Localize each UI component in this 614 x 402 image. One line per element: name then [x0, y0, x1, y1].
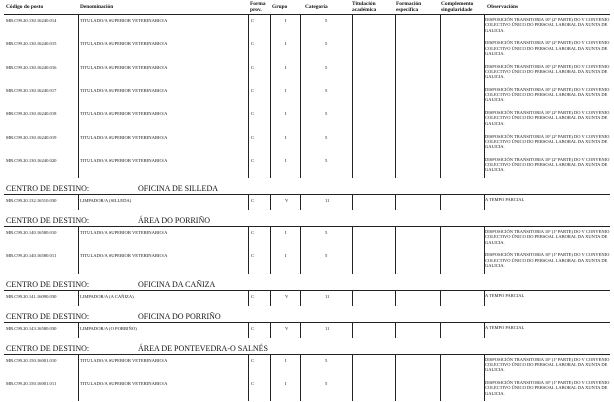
- table-row: [0, 250, 614, 273]
- table-row: [0, 323, 614, 338]
- grupo: I: [285, 230, 287, 236]
- table-row: [0, 132, 614, 155]
- post-code: MR.C99.20.140.16580.010: [6, 230, 57, 236]
- forma-prov: C: [251, 134, 255, 140]
- header-observaciones: Observacións: [487, 4, 519, 10]
- centre-label: CENTRO DE DESTINO:: [6, 184, 90, 194]
- post-name: TITULADO/A SUPERIOR VETERINARIO/A: [80, 357, 168, 363]
- post-name: LIMPADOR/A (O PORRIÑO): [80, 325, 137, 331]
- forma-prov: C: [251, 111, 255, 117]
- categoria: 11: [325, 325, 330, 331]
- post-code: MR.C99.20.141.16090.030: [6, 293, 57, 299]
- centre-name: OFICINA DO PORRIÑO: [138, 311, 221, 321]
- post-code: MR.C99.20.132.16510.030: [6, 198, 57, 204]
- post-code: MR.C99.20.130.16240.015: [6, 41, 57, 47]
- centre-label: CENTRO DE DESTINO:: [6, 311, 90, 321]
- post-name: TITULADO/A SUPERIOR VETERINARIO/A: [80, 18, 168, 23]
- grupo: I: [285, 134, 287, 140]
- categoria: 5: [325, 230, 328, 236]
- observaciones: DISPOSICIÓN TRANSITORIA 10ª (1ª PARTE) DO V CONVENIO COLECTIVO ÚNICO DO PERSOAL LABORAL DA XUNTA DE GALICIA.: [485, 356, 610, 373]
- categoria: 5: [325, 41, 328, 47]
- post-code: MR.C99.20.140.16580.011: [6, 253, 57, 259]
- categoria: 5: [325, 381, 328, 386]
- observaciones: A TEMPO PARCIAL: [485, 292, 525, 298]
- observaciones: A TEMPO PARCIAL: [485, 324, 525, 330]
- observaciones: DISPOSICIÓN TRANSITORIA 10ª (2ª PARTE) DO V CONVENIO COLECTIVO ÚNICO DO PERSOAL LABORAL DA XUNTA DE GALICIA.: [485, 63, 610, 80]
- forma-prov: C: [251, 157, 255, 163]
- forma-prov: C: [251, 381, 255, 386]
- observaciones: DISPOSICIÓN TRANSITORIA 10ª (1ª PARTE) DO V CONVENIO COLECTIVO ÚNICO DO PERSOAL LABORAL DA XUNTA DE GALICIA.: [485, 380, 610, 396]
- centre-name: ÁREA DE PONTEVEDRA-O SALNÉS: [138, 343, 268, 353]
- forma-prov: C: [251, 64, 255, 70]
- observaciones: DISPOSICIÓN TRANSITORIA 10ª (2ª PARTE) DO V CONVENIO COLECTIVO ÚNICO DO PERSOAL LABORAL DA XUNTA DE GALICIA.: [485, 156, 610, 173]
- categoria: 11: [325, 293, 330, 299]
- centre-name: ÁREA DO PORRIÑO: [138, 216, 211, 226]
- post-code: MR.C99.20.130.16240.014: [6, 18, 57, 23]
- observaciones: DISPOSICIÓN TRANSITORIA 10ª (2ª PARTE) DO V CONVENIO COLECTIVO ÚNICO DO PERSOAL LABORAL DA XUNTA DE GALICIA.: [485, 17, 610, 33]
- observaciones: DISPOSICIÓN TRANSITORIA 10ª (1ª PARTE) DO V CONVENIO COLECTIVO ÚNICO DO PERSOAL LABORAL DA XUNTA DE GALICIA.: [485, 252, 610, 268]
- centre-label: CENTRO DE DESTINO:: [6, 279, 90, 289]
- post-code: MR.C99.20.150.16001.010: [6, 357, 57, 363]
- header-forma: Forma prov.: [250, 1, 266, 13]
- post-code: MR.C99.20.143.16580.030: [6, 325, 57, 331]
- grupo: I: [285, 64, 287, 70]
- table-row: [0, 291, 614, 306]
- table-row: [0, 355, 614, 378]
- grupo: I: [285, 357, 287, 363]
- categoria: 5: [325, 18, 328, 23]
- table-row: [0, 155, 614, 178]
- observaciones: DISPOSICIÓN TRANSITORIA 10ª (1ª PARTE) DO V CONVENIO COLECTIVO ÚNICO DO PERSOAL LABORAL DA XUNTA DE GALICIA.: [485, 229, 610, 245]
- categoria: 11: [325, 198, 330, 204]
- header-titulacion: Titulación académica: [352, 1, 377, 13]
- categoria: 5: [325, 64, 328, 70]
- table-row: [0, 378, 614, 401]
- post-code: MR.C99.20.130.16240.018: [6, 111, 57, 117]
- grupo: I: [285, 111, 287, 117]
- observaciones: DISPOSICIÓN TRANSITORIA 10ª (2ª PARTE) DO V CONVENIO COLECTIVO ÚNICO DO PERSOAL LABORAL DA XUNTA DE GALICIA.: [485, 86, 610, 103]
- post-name: TITULADO/A SUPERIOR VETERINARIO/A: [80, 253, 168, 259]
- header-grupo: Grupo: [272, 4, 288, 10]
- grupo: I: [285, 381, 287, 386]
- header-codigo: Código do posto: [6, 4, 44, 10]
- forma-prov: C: [251, 230, 255, 236]
- header-formacion: Formación específica: [396, 1, 422, 13]
- forma-prov: C: [251, 41, 255, 47]
- centre-label: CENTRO DE DESTINO:: [6, 343, 90, 353]
- post-name: TITULADO/A SUPERIOR VETERINARIO/A: [80, 134, 168, 140]
- categoria: 5: [325, 357, 328, 363]
- post-name: LIMPADOR/A (SILLEDA): [80, 198, 132, 204]
- table-row: [0, 62, 614, 85]
- observaciones: A TEMPO PARCIAL: [485, 197, 525, 203]
- post-code: MR.C99.20.150.16001.011: [6, 381, 57, 386]
- post-code: MR.C99.20.130.16240.017: [6, 87, 57, 93]
- grupo: I: [285, 41, 287, 47]
- observaciones: DISPOSICIÓN TRANSITORIA 10ª (2ª PARTE) DO V CONVENIO COLECTIVO ÚNICO DO PERSOAL LABORAL DA XUNTA DE GALICIA.: [485, 110, 610, 126]
- forma-prov: C: [251, 87, 255, 93]
- categoria: 5: [325, 157, 328, 163]
- post-name: LIMPADOR/A (A CAÑIZA): [80, 293, 134, 299]
- grupo: I: [285, 87, 287, 93]
- categoria: 5: [325, 253, 328, 259]
- post-code: MR.C99.20.130.16240.019: [6, 134, 57, 140]
- post-name: TITULADO/A SUPERIOR VETERINARIO/A: [80, 87, 168, 93]
- header-complemento: Complemento singularidade: [441, 1, 474, 13]
- grupo: V: [285, 325, 289, 331]
- categoria: 5: [325, 111, 328, 117]
- forma-prov: C: [251, 325, 255, 331]
- categoria: 5: [325, 87, 328, 93]
- table-row: [0, 85, 614, 108]
- header-denominacion: Denominación: [80, 4, 114, 10]
- table-row: [0, 15, 614, 38]
- centre-name: OFICINA DA CAÑIZA: [138, 279, 216, 289]
- centre-name: OFICINA DE SILLEDA: [138, 184, 218, 194]
- observaciones: DISPOSICIÓN TRANSITORIA 10ª (2ª PARTE) DO V CONVENIO COLECTIVO ÚNICO DO PERSOAL LABORAL DA XUNTA DE GALICIA.: [485, 133, 610, 150]
- grupo: I: [285, 253, 287, 259]
- grupo: V: [285, 198, 289, 204]
- post-code: MR.C99.20.130.16240.016: [6, 64, 57, 70]
- forma-prov: C: [251, 357, 255, 363]
- post-name: TITULADO/A SUPERIOR VETERINARIO/A: [80, 111, 168, 117]
- post-name: TITULADO/A SUPERIOR VETERINARIO/A: [80, 157, 168, 163]
- post-name: TITULADO/A SUPERIOR VETERINARIO/A: [80, 230, 168, 236]
- grupo: I: [285, 18, 287, 23]
- categoria: 5: [325, 134, 328, 140]
- table-row: [0, 38, 614, 61]
- grupo: I: [285, 157, 287, 163]
- forma-prov: C: [251, 293, 255, 299]
- centre-label: CENTRO DE DESTINO:: [6, 216, 90, 226]
- table-row: [0, 195, 614, 210]
- header-categoria: Categoría: [305, 4, 328, 10]
- post-name: TITULADO/A SUPERIOR VETERINARIO/A: [80, 64, 168, 70]
- post-name: TITULADO/A SUPERIOR VETERINARIO/A: [80, 41, 168, 47]
- forma-prov: C: [251, 253, 255, 259]
- forma-prov: C: [251, 198, 255, 204]
- observaciones: DISPOSICIÓN TRANSITORIA 10ª (2ª PARTE) DO V CONVENIO COLECTIVO ÚNICO DO PERSOAL LABORAL DA XUNTA DE GALICIA.: [485, 40, 610, 56]
- forma-prov: C: [251, 18, 255, 23]
- table-row: [0, 227, 614, 250]
- post-name: TITULADO/A SUPERIOR VETERINARIO/A: [80, 381, 168, 386]
- post-code: MR.C99.20.130.16240.020: [6, 157, 57, 163]
- grupo: V: [285, 293, 289, 299]
- table-row: [0, 108, 614, 131]
